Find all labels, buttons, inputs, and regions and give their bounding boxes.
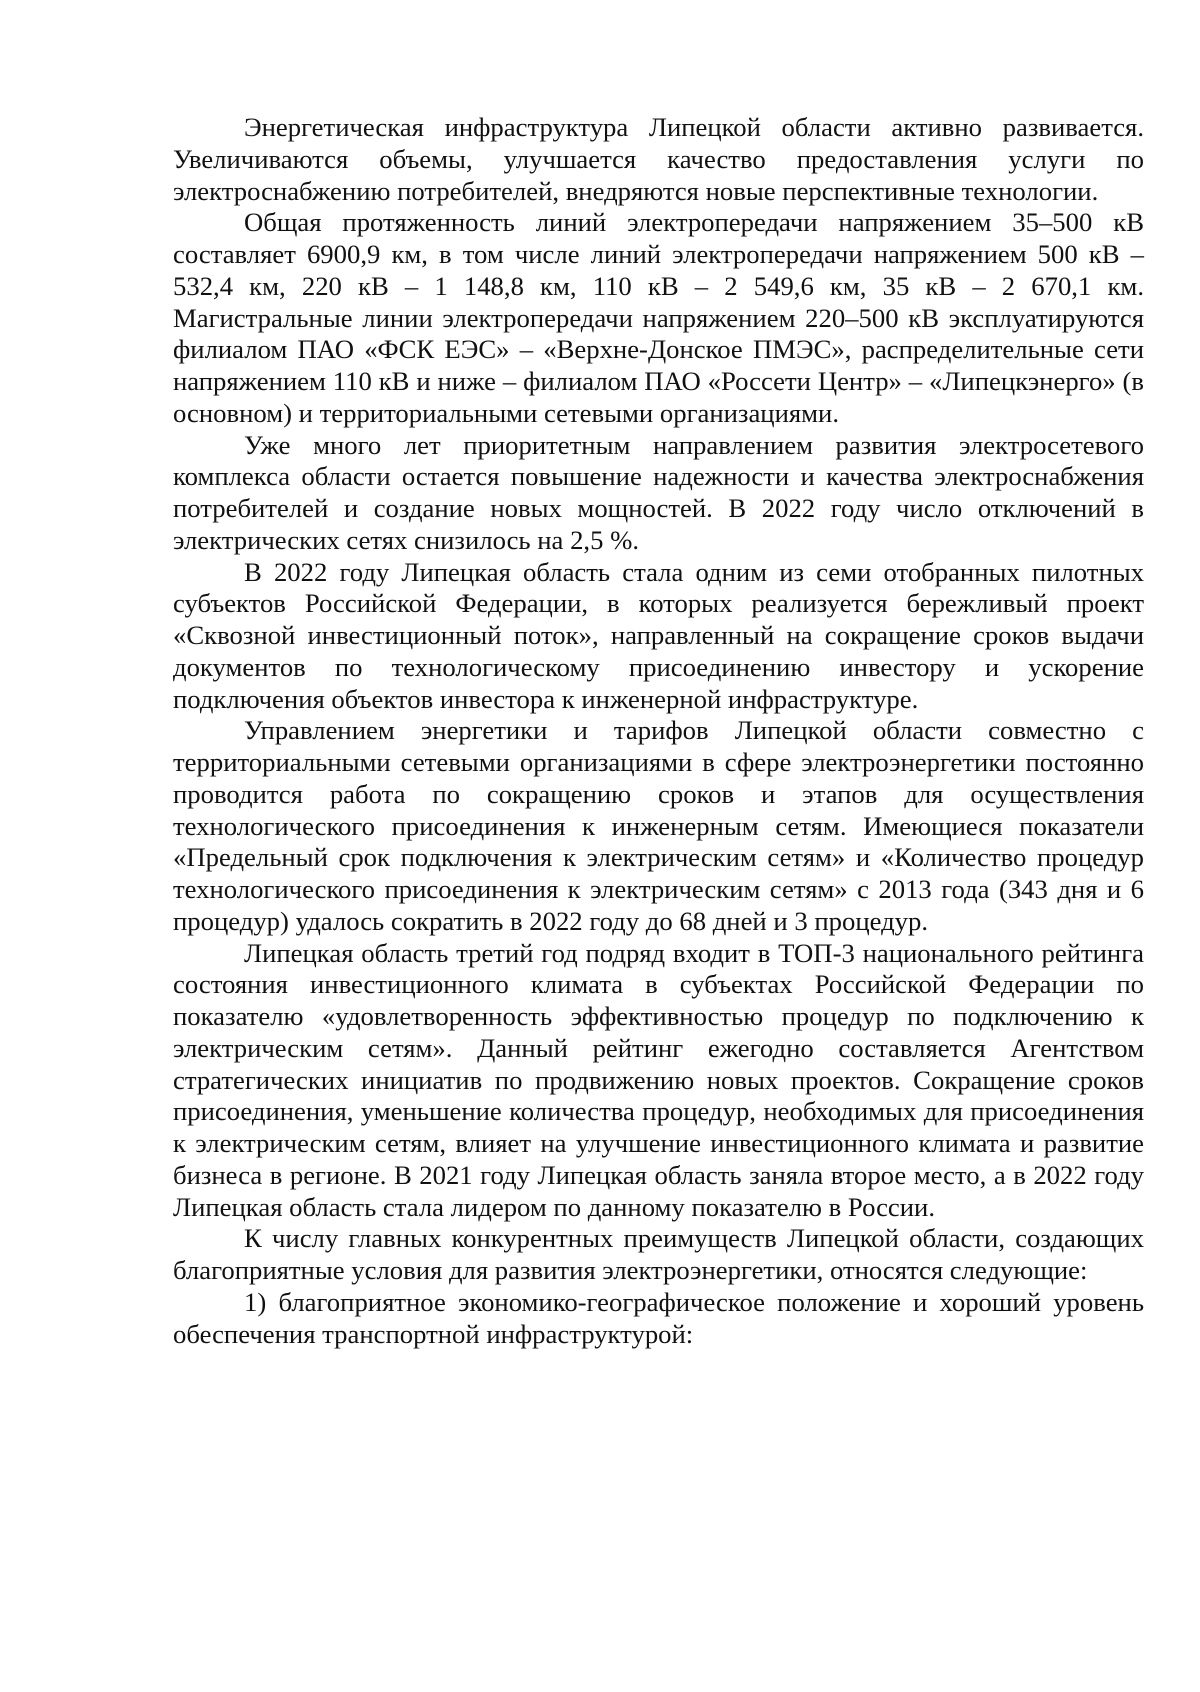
paragraph-national-rating: Липецкая область третий год подряд входит в ТОП-3 национального рейтинга состояния инвестиционного климата в субъектах Российской Федерации по показателю «удовлетворенность эффективностью процедур по подключению к электрическим сетям». Данный рейтинг ежегодно составляется Агентством стратегических инициатив по продвижению новых проектов. Сокращение сроков присоединения, уменьшение количества процедур, необходимых для присоединения к электрическим сетям, влияет на улучшение инвестиционного климата и развитие бизнеса в регионе. В 2021 году Липецкая область заняла второе место, а в 2022 году Липецкая область стала лидером по данному показателю в России. [173, 937, 1144, 1222]
paragraph-power-lines-length: Общая протяженность линий электропередачи напряжением 35–500 кВ составляет 6900,9 км, в том числе линий электропередачи напряжением 500 кВ – 532,4 км, 220 кВ – 1 148,8 км, 110 кВ – 2 549,6 км, 35 кВ – 2 670,1 км. Магистральные линии электропередачи напряжением 220–500 кВ эксплуатируются филиалом ПАО «ФСК ЕЭС» – «Верхне-Донское ПМЭС», распределительные сети напряжением 110 кВ и ниже – филиалом ПАО «Россети Центр» – «Липецкэнерго» (в основном) и территориальными сетевыми организациями. [173, 207, 1144, 428]
document-body [173, 112, 1144, 1350]
paragraph-competitive-advantages: К числу главных конкурентных преимуществ Липецкой области, создающих благоприятные условия для развития электроэнергетики, относятся следующие: [173, 1223, 1144, 1285]
paragraph-connection-terms: Управлением энергетики и тарифов Липецкой области совместно с территориальными сетевыми организациями в сфере электроэнергетики постоянно проводится работа по сокращению сроков и этапов для осуществления технологического присоединения к инженерным сетям. Имеющиеся показатели «Предельный срок подключения к электрическим сетям» и «Количество процедур технологического присоединения к электрическим сетям» с 2013 года (343 дня и 6 процедур) удалось сократить в 2022 году до 68 дней и 3 процедур. [173, 715, 1144, 936]
paragraph-energy-infrastructure: Энергетическая инфраструктура Липецкой области активно развивается. Увеличиваются объемы, улучшается качество предоставления услуги по электроснабжению потребителей, внедряются новые перспективные технологии. [173, 112, 1144, 206]
paragraph-pilot-project: В 2022 году Липецкая область стала одним из семи отобранных пилотных субъектов Российской Федерации, в которых реализуется бережливый проект «Сквозной инвестиционный поток», направленный на сокращение сроков выдачи документов по технологическому присоединению инвестору и ускорение подключения объектов инвестора к инженерной инфраструктуре. [173, 556, 1144, 714]
list-item-1: 1) благоприятное экономико-географическое положение и хороший уровень обеспечения транспортной инфраструктурой: [173, 1286, 1144, 1349]
paragraph-reliability-priority: Уже много лет приоритетным направлением развития электросетевого комплекса области остается повышение надежности и качества электроснабжения потребителей и создание новых мощностей. В 2022 году число отключений в электрических сетях снизилось на 2,5 %. [173, 429, 1144, 555]
